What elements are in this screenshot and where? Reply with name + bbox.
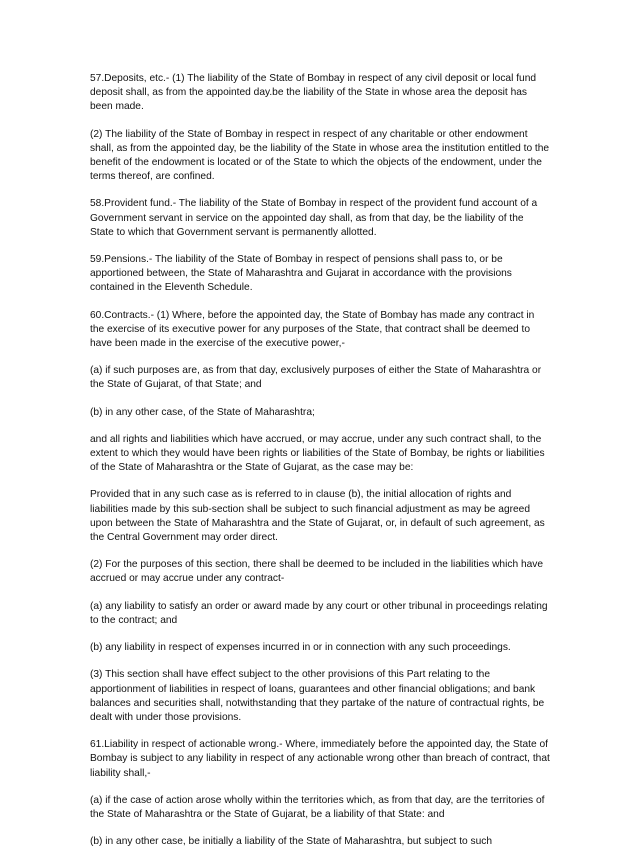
section-60-clause-b-paragraph: (b) in any other case, of the State of Maharashtra; bbox=[90, 406, 315, 418]
section-61-clause-b-paragraph: (b) in any other case, be initially a liability of the State of Maharashtra, but subject to such bbox=[90, 836, 493, 848]
section-59-pensions-paragraph: 59.Pensions.- The liability of the State of Bombay in respect of pensions shall pass to, or be apportioned between, the State of Maharashtra and Gujarat in accordance with the provisions contained in the Eleventh Schedule. bbox=[90, 254, 512, 294]
section-60-contracts-paragraph: 60.Contracts.- (1) Where, before the appointed day, the State of Bombay has made any contract in the exercise of its executive power for any purposes of the State, that contract shall be deemed to have been made in the exercise of the executive power,- bbox=[90, 309, 535, 350]
section-60-subsection-3-paragraph: (3) This section shall have effect subject to the other provisions of this Part relating to the apportionment of liabilities in respect of loans, guarantees and other financial obligations; and bank balances and securities shall, notwithstanding that they partake of the nature of contractual rights, be dealt with under those provisions. bbox=[90, 669, 545, 723]
section-60-subsection-2-clause-b-paragraph: (b) any liability in respect of expenses incurred in or in connection with any such proceedings. bbox=[90, 642, 511, 654]
section-60-subsection-2-clause-a-paragraph: (a) any liability to satisfy an order or award made by any court or other tribunal in proceedings relating to the contract; and bbox=[90, 600, 548, 626]
section-57-endowment-paragraph: (2) The liability of the State of Bombay in respect in respect of any charitable or other endowment shall, as from the appointed day, be the liability of the State in whose area the institution entitled to the benefit of the endowment is located or of the State to which the objects of the endowment, under the terms thereof, are confined. bbox=[90, 128, 550, 183]
section-60-subsection-2-paragraph: (2) For the purposes of this section, there shall be deemed to be included in the liabilities which have accrued or may accrue under any contract- bbox=[90, 559, 544, 585]
section-61-actionable-wrong-paragraph: 61.Liability in respect of actionable wrong.- Where, immediately before the appointed day, the State of Bombay is subject to any liability in respect of any actionable wrong other than breach of contract, that liability shall,- bbox=[90, 739, 550, 779]
document-page bbox=[90, 72, 550, 862]
section-57-deposits-paragraph: 57.Deposits, etc.- (1) The liability of the State of Bombay in respect of any civil deposit or local fund deposit shall, as from the appointed day.be the liability of the State in whose area the deposit has been made. bbox=[90, 73, 537, 113]
section-61-clause-a-paragraph: (a) if the case of action arose wholly within the territories which, as from that day, are the territories of the State of Maharashtra or the State of Gujarat, be a liability of that State: and bbox=[90, 794, 545, 820]
section-60-clause-a-paragraph: (a) if such purposes are, as from that day, exclusively purposes of either the State of Maharashtra or the State of Gujarat, of that State; and bbox=[90, 365, 542, 391]
section-60-proviso-paragraph: Provided that in any such case as is referred to in clause (b), the initial allocation of rights and liabilities made by this sub-section shall be subject to such financial adjustment as may be agreed upon between the State of Maharashtra and the State of Gujarat, or, in default of such agreement, as the Central Government may order direct. bbox=[90, 489, 545, 544]
section-58-provident-fund-paragraph: 58.Provident fund.- The liability of the State of Bombay in respect of the provident fund account of a Government servant in service on the appointed day shall, as from that day, be the liability of the State to which that Government servant is permanently allotted. bbox=[90, 198, 538, 238]
section-60-rights-liabilities-paragraph: and all rights and liabilities which have accrued, or may accrue, under any such contract shall, to the extent to which they would have been rights or liabilities of the State of Bombay, be rights or liabilities of the State of Maharashtra or the State of Gujarat, as the case may be: bbox=[90, 433, 545, 474]
